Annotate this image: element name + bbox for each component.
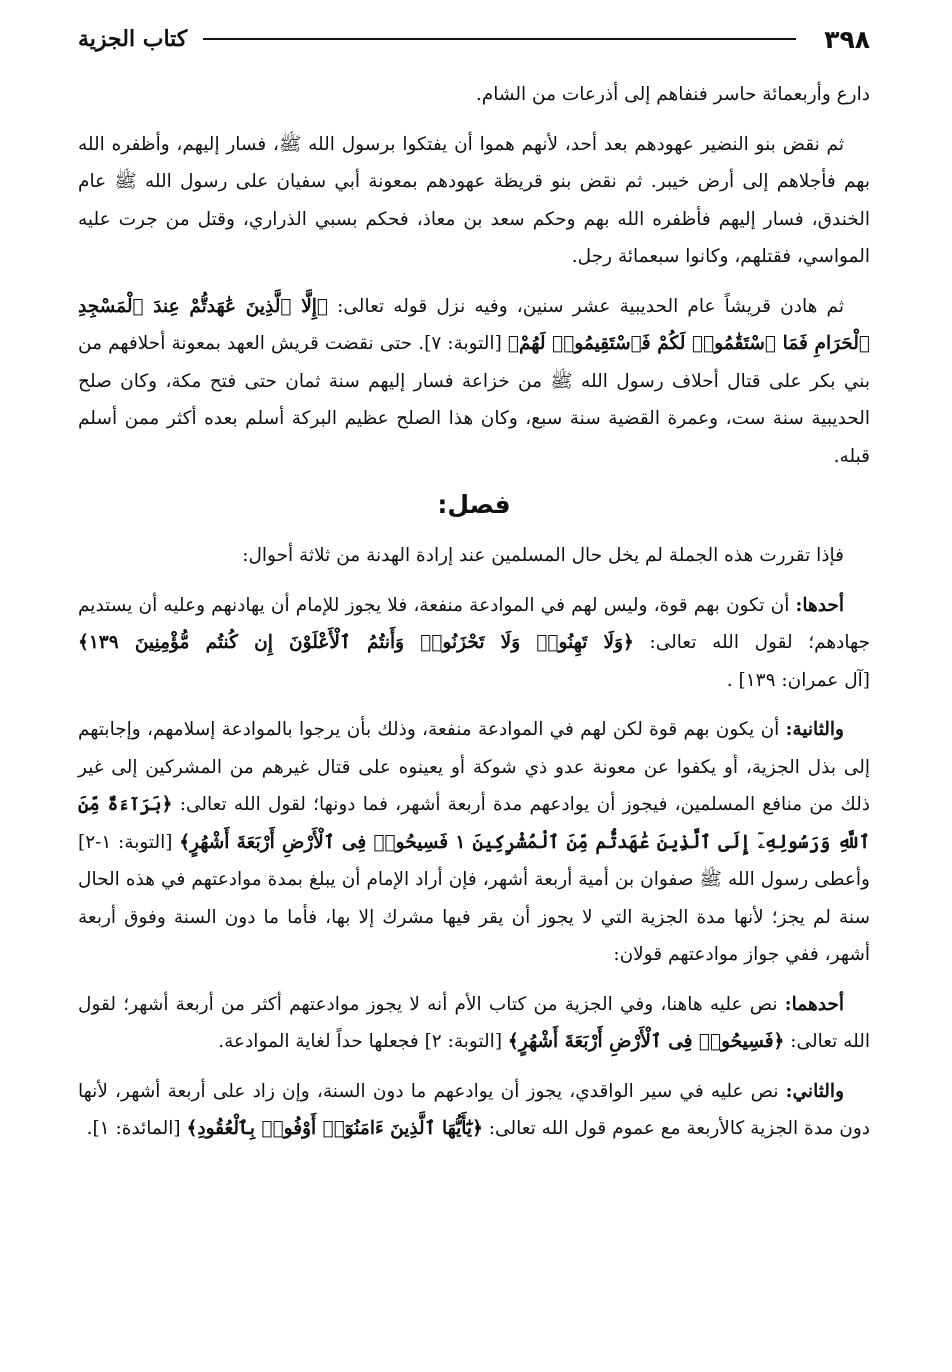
paragraph-text: نص عليه هاهنا، وفي الجزية من كتاب الأم أنه لا يجوز موادعتهم أكثر من أربعة أشهر؛ لقول الله تعالى: xyxy=(78,993,870,1052)
paragraph-lead: أحدها: xyxy=(795,594,844,616)
paragraph-case-first xyxy=(78,587,870,700)
paragraph-lead: والثاني: xyxy=(785,1080,844,1102)
page-header xyxy=(78,16,870,62)
paragraph-text: ثم نقض بنو النضير عهودهم بعد أحد، لأنهم هموا أن يفتكوا برسول الله ﷺ، فسار إليهم، وأظفره الله بهم فأجلاهم إلى أرض خيبر. ثم نقض بنو قريظة عهودهم بمعونة أبي سفيان على رسول الله ﷺ عام الخندق، فسار إليهم فأظفره الله بهم وحكم سعد بن معاذ، فحكم بسبي الذراري، وقتل من جرت عليه المواسي، فقتلهم، وكانوا سبعمائة رجل. xyxy=(78,133,870,267)
paragraph-text: فجعلها حداً لغاية الموادعة. xyxy=(218,1031,425,1052)
verse-reference: [التوبة: ٢] xyxy=(424,1031,508,1052)
verse-reference: [التوبة: ١-٢] xyxy=(78,831,180,853)
quran-verse: ﴿بَرَآءَةٌ مِّنَ ٱللَّهِ وَرَسُولِهِۦٓ إِلَى ٱلَّذِينَ عَٰهَدتُّم مِّنَ ٱلْمُشْرِكِينَ ١ فَسِيحُوا۟ فِى ٱلْأَرْضِ أَرْبَعَةَ أَشْهُرٍ﴾ xyxy=(78,794,870,853)
paragraph-text: . xyxy=(726,669,739,691)
paragraph-text: نص عليه في سير الواقدي، يجوز أن يوادعهم ما دون السنة، وإن زاد على أربعة أشهر، لأنها دون مدة الجزية كالأربعة مع عموم قول الله تعالى: xyxy=(78,1080,870,1139)
paragraph-lead: والثانية: xyxy=(785,719,844,740)
running-title: كتاب الجزية xyxy=(78,26,188,52)
paragraph-hudaybiyah xyxy=(78,288,870,476)
paragraph-text: فإذا تقررت هذه الجملة لم يخل حال المسلمين عند إرادة الهدنة من ثلاثة أحوال: xyxy=(242,545,844,566)
paragraph-bani-nadir xyxy=(78,126,870,276)
paragraph-opinion-first xyxy=(78,986,870,1061)
verse-reference: [آل عمران: ١٣٩] xyxy=(738,669,870,691)
paragraph-continuation xyxy=(78,76,870,114)
paragraph-text: ثم هادن قريشاً عام الحديبية عشر سنين، وفيه نزل قوله تعالى: xyxy=(328,295,844,317)
quran-verse: ﴿وَلَا تَهِنُوا۟ وَلَا تَحْزَنُوا۟ وَأَنتُمُ ٱلْأَعْلَوْنَ إِن كُنتُم مُّؤْمِنِينَ ١٣٩﴾ xyxy=(78,632,634,653)
quran-verse: ﴿يَٰٓأَيُّهَا ٱلَّذِينَ ءَامَنُوٓا۟ أَوْفُوا۟ بِٱلْعُقُودِ﴾ xyxy=(186,1118,483,1139)
paragraph-case-second xyxy=(78,711,870,974)
quran-verse: ﴿فَسِيحُوا۟ فِى ٱلْأَرْضِ أَرْبَعَةَ أَشْهُرٍ﴾ xyxy=(507,1031,785,1052)
header-rule xyxy=(203,38,796,40)
page-number: ٣٩٨ xyxy=(824,24,870,54)
paragraph-text: وأعطى رسول الله ﷺ صفوان بن أمية أربعة أشهر، فإن أراد الإمام أن يبلغ بمدة موادعتهم في هذه الحال سنة لم يجز؛ لأنها مدة الجزية التي لا يجوز أن يقر فيها مشرك إلا بها، فأما ما دون السنة وفوق أربعة أشهر، ففي جواز موادعتهم قولان: xyxy=(78,869,870,965)
paragraph-text: . حتى نقضت قريش العهد بمعونة أحلافهم من بني بكر على قتال أحلاف رسول الله ﷺ من خزاعة فسار إليهم سنة ثمان حتى فتح مكة، وكان صلح الحديبية سنة ست، وعمرة القضية سنة سبع، وكان هذا الصلح عظيم البركة أسلم بعده أكثر ممن أسلم قبله. xyxy=(78,333,870,467)
verse-reference: [التوبة: ٧] xyxy=(424,333,508,354)
paragraph-opinion-second xyxy=(78,1073,870,1148)
page-body xyxy=(78,76,870,1148)
paragraph-text: أن يكون بهم قوة لكن لهم في الموادعة منفعة، وذلك بأن يرجوا بالموادعة إسلامهم، وإجابتهم إلى بذل الجزية، أو يكفوا عن معونة عدو ذي شوكة أو يعينوه على قتال غيرهم من المشركين إلى غير ذلك من منافع المسلمين، فيجوز أن يوادعهم مدة أربعة أشهر، فما دونها؛ لقول الله تعالى: xyxy=(78,719,870,815)
paragraph-text: . xyxy=(86,1118,93,1139)
verse-reference: [المائدة: ١] xyxy=(92,1118,187,1139)
paragraph-lead: أحدهما: xyxy=(784,993,844,1015)
paragraph-intro xyxy=(78,537,870,575)
paragraph-text: أن تكون بهم قوة، وليس لهم في الموادعة منفعة، فلا يجوز للإمام أن يهادنهم وعليه أن يستديم جهادهم؛ لقول الله تعالى: xyxy=(78,594,871,653)
paragraph-text: دارع وأربعمائة حاسر فنفاهم إلى أذرعات من الشام. xyxy=(475,84,870,105)
section-heading: فصل: xyxy=(437,490,511,519)
quran-verse: ﴿إِلَّا ٱلَّذِينَ عَٰهَدتُّمْ عِندَ ٱلْمَسْجِدِ ٱلْحَرَامِ فَمَا ٱسْتَقَٰمُوا۟ لَكُمْ فَٱسْتَقِيمُوا۟ لَهُمْ﴾ xyxy=(78,295,870,354)
